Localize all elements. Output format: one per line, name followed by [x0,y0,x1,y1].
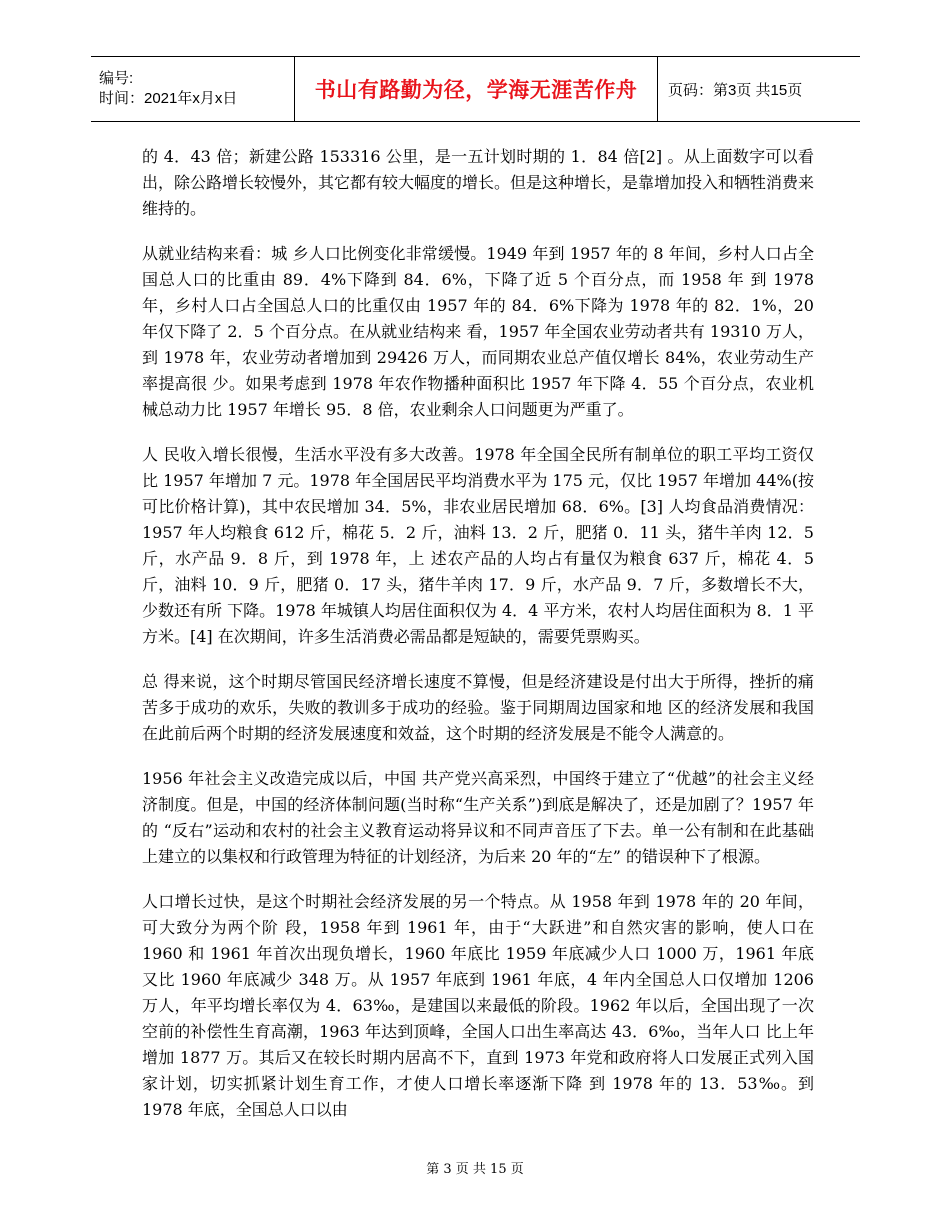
header-motto: 书山有路勤为径，学海无涯苦作舟 [314,78,638,102]
header-page-info: 页码：第3页 共15页 [658,57,861,122]
header-motto-cell [295,57,658,122]
paragraph: 总 得来说，这个时期尽管国民经济增长速度不算慢，但是经济建设是付出大于所得，挫折的痛苦多于成功的欢乐，失败的教训多于成功的经验。鉴于同期周边国家和地 区的经济发展和我国在此前后两个时期的经济发展速度和效益，这个时期的经济发展是不能令人满意的。 [142,672,814,743]
paragraph: 1956 年社会主义改造完成以后，中国 共产党兴高采烈，中国终于建立了“优越”的社会主义经济制度。但是，中国的经济体制问题(当时称“生产关系”)到底是解决了，还是加剧了？1957 年的 “反右”运动和农村的社会主义教育运动将异议和不同声音压了下去。单一公有制和在此基础上建立的以集权和行政管理为特征的计划经济，为后来 20 年的“左” 的错误种下了根源。 [142,769,814,866]
paragraph: 人口增长过快，是这个时期社会经济发展的另一个特点。从 1958 年到 1978 年的 20 年间，可大致分为两个阶 段，1958 年到 1961 年，由于“大跃进”和自然灾害的影响，使人口在 1960 和 1961 年首次出现负增长，1960 年底比 1959 年底减少人口 1000 万，1961 年底又比 1960 年底减少 348 万。从 1957 年底到 1961 年底，4 年内全国总人口仅增加 1206 万人，年平均增长率仅为 4．63‰，是建国以来最低的阶段。1962 年以后，全国出现了一次空前的补偿性生育高潮，1963 年达到顶峰，全国人口出生率高达 43．6‰，当年人口 比上年增加 1877 万。其后又在较长时期内居高不下，直到 1973 年党和政府将人口发展正式列入国家计划，切实抓紧计划生育工作，才使人口增长率逐渐下降 到 1978 年的 13．53‰。到 1978 年底，全国总人口以由 [142,892,814,1119]
page-header [91,56,860,122]
document-number-label: 编号: [99,70,134,87]
paragraph: 从就业结构来看：城 乡人口比例变化非常缓慢。1949 年到 1957 年的 8 年间，乡村人口占全国总人口的比重由 89．4%下降到 84．6%，下降了近 5 个百分点，而 1958 年 到 1978 年，乡村人口占全国总人口的比重仅由 1957 年的 84．6%下降为 1978 年的 82．1%，20 年仅下降了 2．5 个百分点。在从就业结构来 看，1957 年全国农业劳动者共有 19310 万人，到 1978 年，农业劳动者增加到 29426 万人，而同期农业总产值仅增长 84%，农业劳动生产率提高很 少。如果考虑到 1978 年农作物播种面积比 1957 年下降 4．55 个百分点，农业机械总动力比 1957 年增长 95．8 倍，农业剩余人口问题更为严重了。 [142,244,814,419]
document-body [142,144,814,1142]
document-date: 时间：2021年x月x日 [99,90,238,107]
page-footer: 第 3 页 共 15 页 [426,1162,524,1177]
header-meta [91,57,295,122]
paragraph: 的 4．43 倍；新建公路 153316 公里，是一五计划时期的 1．84 倍[2] 。从上面数字可以看出，除公路增长较慢外，其它都有较大幅度的增长。但是这种增长，是靠增加投入和牺牲消费来维持的。 [142,147,815,218]
paragraph: 人 民收入增长很慢，生活水平没有多大改善。1978 年全国全民所有制单位的职工平均工资仅比 1957 年增加 7 元。1978 年全国居民平均消费水平为 175 元，仅比 1957 年增加 44%(按可比价格计算)，其中农民增加 34．5%，非农业居民增加 68．6%。[3] 人均食品消费情况：1957 年人均粮食 612 斤，棉花 5．2 斤，油料 13．2 斤，肥猪 0．11 头，猪牛羊肉 12．5 斤，水产品 9．8 斤，到 1978 年，上 述农产品的人均占有量仅为粮食 637 斤，棉花 4．5 斤，油料 10．9 斤，肥猪 0．17 头，猪牛羊肉 17．9 斤，水产品 9．7 斤，多数增长不大，少数还有所 下降。1978 年城镇人均居住面积仅为 4．4 平方米，农村人均居住面积为 8．1 平方米。[4] 在次期间，许多生活消费必需品都是短缺的，需要凭票购买。 [142,445,814,646]
